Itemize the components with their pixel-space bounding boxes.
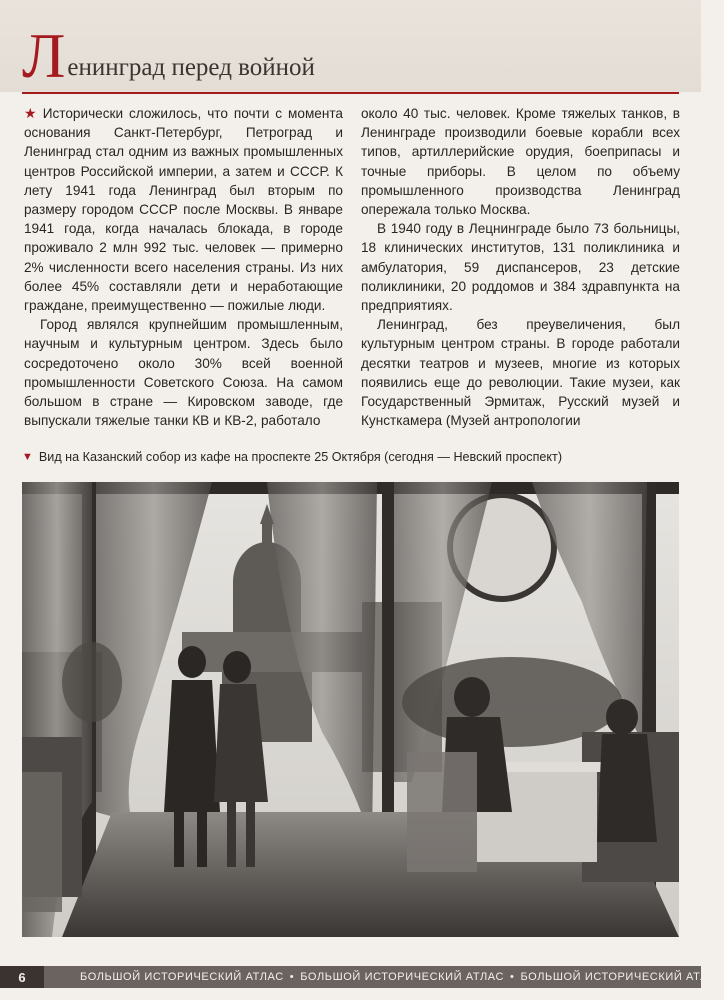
page-title xyxy=(22,18,315,91)
paragraph: В 1940 году в Лецнинграде было 73 больницы, 18 клинических институтов, 131 поликлиника и амбулатория, 59 диспансеров, 23 детские поликлиники, 20 роддомов и 384 здравпункта на предприятиях. xyxy=(361,221,680,314)
paragraph: Ленинград, без преувеличения, был культурным центром страны. В городе работали десятки театров и музеев, многие из которых появились еще до революции. Такие музеи, как Государственный Эрмитаж, Русский музей и Кунсткамера (Музей антропологии xyxy=(361,317,680,429)
photo-caption xyxy=(22,450,682,464)
cafe-photo-illustration xyxy=(22,482,679,937)
star-icon: ★ xyxy=(24,105,39,121)
running-title-text: БОЛЬШОЙ ИСТОРИЧЕСКИЙ АТЛАС xyxy=(300,971,505,983)
paragraph: Город являлся крупнейшим промышленным, научным и культурным центром. Здесь было сосредоточено около 30% всей военной промышленности Советского Союза. На самом большом в стране — Кировском заводе, где выпускали тяжелые танки КВ и КВ-2, работало xyxy=(24,317,343,429)
paragraph-text: Исторически сложилось, что почти с момента основания Санкт-Петербург, Петроград и Ленинград стал одним из важных промышленных центров Российской империи, а затем и СССР. К лету 1941 года Ленинград был вторым по размеру городом СССР после Москвы. В январе 1941 года, когда началась блокада, в городе проживало 2 млн 992 тыс. человек — примерно 2% численности всего населения страны. Из них более 45% составляли дети и неработающие граждане, преимущественно — пожилые люди. xyxy=(24,106,343,314)
title-text: енинград перед войной xyxy=(67,54,315,81)
right-column xyxy=(361,104,680,430)
separator: • xyxy=(289,971,295,983)
page-footer xyxy=(0,962,724,1000)
paragraph xyxy=(24,104,343,315)
running-title xyxy=(44,966,724,988)
left-column xyxy=(24,104,343,430)
separator: • xyxy=(510,971,515,983)
title-initial: Л xyxy=(22,20,66,91)
title-rule xyxy=(22,92,679,94)
article-body xyxy=(24,104,680,430)
page-number: 6 xyxy=(0,966,44,988)
triangle-down-icon: ▼ xyxy=(22,451,33,463)
running-title-text: БОЛЬШОЙ ИСТОРИЧЕСКИЙ АТЛАС xyxy=(520,971,724,983)
paragraph: около 40 тыс. человек. Кроме тяжелых танков, в Ленинграде производили боевые корабли всех типов, артиллерийские орудия, боеприпасы и точные приборы. В целом по объему промышленного производства Ленинград опережала только Москва. xyxy=(361,106,680,218)
caption-text: Вид на Казанский собор из кафе на проспекте 25 Октября (сегодня — Невский проспект) xyxy=(38,450,563,464)
historical-photo xyxy=(22,482,679,937)
running-title-text: БОЛЬШОЙ ИСТОРИЧЕСКИЙ АТЛАС xyxy=(80,971,284,983)
